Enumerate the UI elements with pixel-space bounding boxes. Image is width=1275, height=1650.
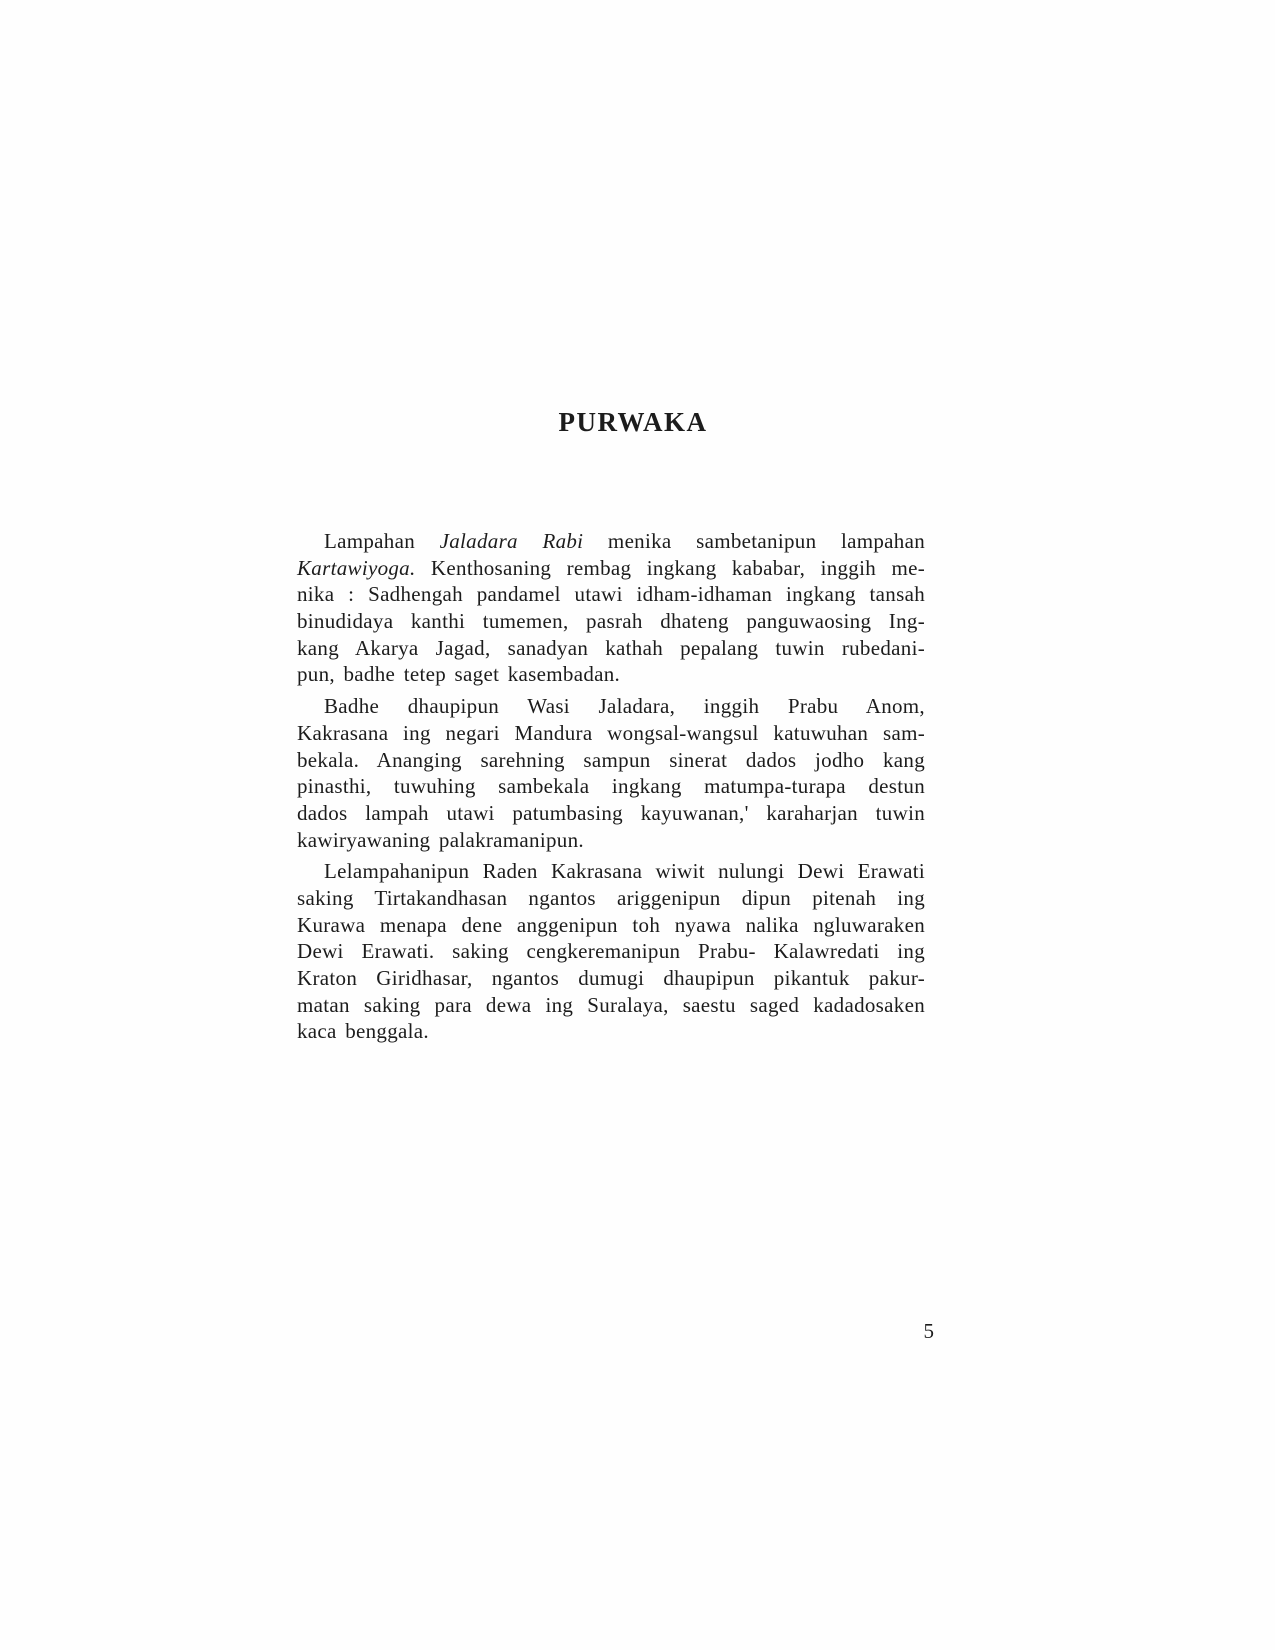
text-line bbox=[297, 720, 925, 747]
paragraph bbox=[297, 693, 925, 853]
italic-text-segment: Kartawiyoga. bbox=[297, 555, 416, 580]
text-segment: kawiryawaning palakramanipun. bbox=[297, 827, 584, 852]
text-segment: nika : Sadhengah pandamel utawi idham-idhaman ingkang tansah bbox=[297, 582, 925, 607]
text-segment: binudidaya kanthi tumemen, pasrah dhateng panguwaosing Ing- bbox=[297, 609, 925, 634]
text-line bbox=[297, 938, 925, 965]
text-segment: Lelampahanipun Raden Kakrasana wiwit nulungi Dewi Erawati bbox=[324, 859, 925, 884]
text-line bbox=[297, 800, 925, 827]
text-line bbox=[297, 608, 925, 635]
text-segment: pun, badhe tetep saget kasembadan. bbox=[297, 662, 621, 687]
italic-text-segment: Jaladara Rabi bbox=[439, 529, 584, 553]
text-line bbox=[297, 992, 925, 1019]
page-number: 5 bbox=[923, 1319, 934, 1343]
text-segment: Dewi Erawati. saking cengkeremanipun Prabu- Kalawredati ing bbox=[297, 939, 925, 964]
text-segment: saking Tirtakandhasan ngantos ariggenipun dipun pitenah ing bbox=[297, 885, 925, 910]
text-segment: Kakrasana ing negari Mandura wongsal-wangsul katuwuhan sam- bbox=[297, 720, 925, 745]
text-segment: dados lampah utawi patumbasing kayuwanan,' karaharjan tuwin bbox=[297, 800, 925, 825]
text-line bbox=[297, 965, 925, 992]
text-segment: Kraton Giridhasar, ngantos dumugi dhaupipun pikantuk pakur- bbox=[297, 966, 925, 990]
text-line bbox=[297, 581, 925, 608]
text-line bbox=[297, 693, 925, 720]
text-segment: matan saking para dewa ing Suralaya, saestu saged kadadosaken bbox=[297, 992, 925, 1017]
paragraph bbox=[297, 858, 925, 1045]
text-line bbox=[297, 885, 925, 912]
text-line bbox=[297, 912, 925, 939]
body-paragraphs bbox=[297, 528, 925, 1045]
text-line bbox=[297, 747, 925, 774]
text-segment: kang Akarya Jagad, sanadyan kathah pepalang tuwin rubedani- bbox=[297, 635, 925, 660]
text-line bbox=[297, 773, 925, 800]
text-segment: Kenthosaning rembag ingkang kababar, inggih me- bbox=[415, 555, 925, 580]
text-segment: Kurawa menapa dene anggenipun toh nyawa nalika ngluwaraken bbox=[297, 912, 925, 937]
text-line bbox=[297, 827, 925, 854]
text-line bbox=[297, 555, 925, 582]
text-line bbox=[297, 858, 925, 885]
text-line bbox=[297, 635, 925, 662]
text-segment: bekala. Ananging sarehning sampun sinerat dados jodho kang bbox=[297, 747, 925, 772]
text-line bbox=[297, 528, 925, 555]
text-line bbox=[297, 1018, 925, 1045]
text-segment: Badhe dhaupipun Wasi Jaladara, inggih Prabu Anom, bbox=[324, 694, 925, 719]
text-segment: menika sambetanipun lampahan bbox=[583, 529, 926, 553]
text-segment: pinasthi, tuwuhing sambekala ingkang matumpa-turapa destun bbox=[297, 774, 925, 799]
text-segment: Lampahan bbox=[324, 529, 440, 553]
paragraph bbox=[297, 528, 925, 688]
chapter-title: PURWAKA bbox=[558, 407, 708, 437]
text-segment: kaca benggala. bbox=[297, 1019, 429, 1044]
text-line bbox=[297, 661, 925, 688]
